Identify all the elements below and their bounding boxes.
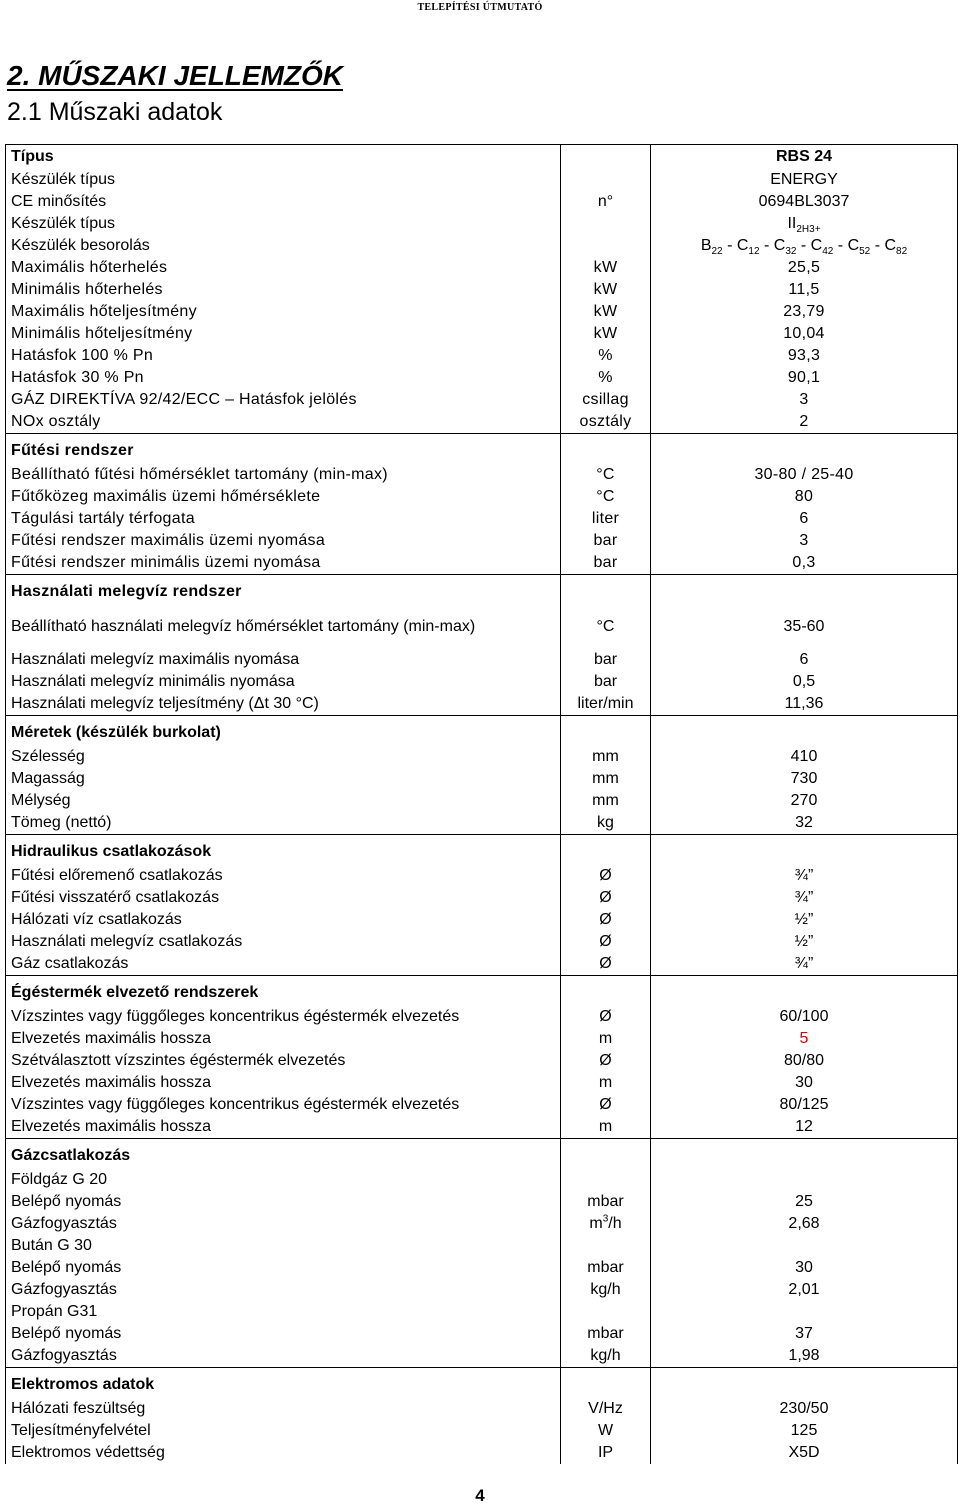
table-row: Magasság mm 730 xyxy=(6,768,958,790)
table-row: Belépő nyomás mbar 30 xyxy=(6,1257,958,1279)
table-row: Hálózati víz csatlakozás Ø ½” xyxy=(6,909,958,931)
table-row: Beállítható használati melegvíz hőmérséklet tartomány (min-max) °C 35-60 xyxy=(6,605,958,649)
table-row: Beállítható fűtési hőmérséklet tartomány (min-max) °C 30-80 / 25-40 xyxy=(6,464,958,486)
section-title: 2.1 Műszaki adatok xyxy=(7,98,223,126)
gas-consumption-unit: $m^3/h$ xyxy=(561,1213,651,1235)
table-row: Elvezetés maximális hossza m 12 xyxy=(6,1116,958,1139)
table-row: Gázfogyasztás kg/h 2,01 xyxy=(6,1279,958,1301)
table-row: NOx osztály osztály 2 xyxy=(6,411,958,434)
table-row: Gáz csatlakozás Ø ¾” xyxy=(6,953,958,976)
table-row: Használati melegvíz csatlakozás Ø ½” xyxy=(6,931,958,953)
table-row: Belépő nyomás mbar 37 xyxy=(6,1323,958,1345)
table-row: Használati melegvíz teljesítmény (Δt 30 °C) liter/min 11,36 xyxy=(6,693,958,716)
table-row: Használati melegvíz maximális nyomása bar 6 xyxy=(6,649,958,671)
table-row: Belépő nyomás mbar 25 xyxy=(6,1191,958,1213)
table-row: Minimális hőterhelés kW 11,5 xyxy=(6,279,958,301)
classification-value: $B_{22} - C_{12} - C_{32} - C_{42} - C_{52} - C_{82}$ xyxy=(651,235,958,257)
table-row: Gázfogyasztás kg/h 1,98 xyxy=(6,1345,958,1368)
section-heading-heating: Fűtési rendszer xyxy=(6,434,958,465)
page-number: 4 xyxy=(475,1486,485,1505)
table-row: Teljesítményfelvétel W 125 xyxy=(6,1420,958,1442)
table-row: Elektromos védettség IP X5D xyxy=(6,1442,958,1464)
table-row: GÁZ DIREKTÍVA 92/42/ECC – Hatásfok jelölés csillag 3 xyxy=(6,389,958,411)
table-row: Maximális hőteljesítmény kW 23,79 xyxy=(6,301,958,323)
section-heading-dhw: Használati melegvíz rendszer xyxy=(6,575,958,606)
section-heading-flue: Égéstermék elvezető rendszerek xyxy=(6,976,958,1007)
type-label: Típus xyxy=(6,145,561,170)
table-row: Készülék besorolás $B_{22} - C_{12} - C_{32} - C_{42} - C_{52} - C_{82}$ xyxy=(6,235,958,257)
table-row: Készülék típus $II_{2H3+}$ xyxy=(6,213,958,235)
table-row: Vízszintes vagy függőleges koncentrikus égéstermék elvezetés Ø 80/125 xyxy=(6,1094,958,1116)
table-row: Fűtési rendszer maximális üzemi nyomása bar 3 xyxy=(6,530,958,552)
table-row: Elvezetés maximális hossza m 30 xyxy=(6,1072,958,1094)
table-row: Gázfogyasztás $m^3/h$ 2,68 xyxy=(6,1213,958,1235)
section-heading-dimensions: Méretek (készülék burkolat) xyxy=(6,716,958,747)
model-name: RBS 24 xyxy=(651,145,958,170)
table-row: Vízszintes vagy függőleges koncentrikus égéstermék elvezetés Ø 60/100 xyxy=(6,1006,958,1028)
running-header: TELEPÍTÉSI ÚTMUTATÓ xyxy=(417,2,543,13)
table-row: Elvezetés maximális hossza m 5 xyxy=(6,1028,958,1050)
table-row: Minimális hőteljesítmény kW 10,04 xyxy=(6,323,958,345)
table-row: Fűtési visszatérő csatlakozás Ø ¾” xyxy=(6,887,958,909)
table-row: Tágulási tartály térfogata liter 6 xyxy=(6,508,958,530)
table-row: Mélység mm 270 xyxy=(6,790,958,812)
highlighted-value: 5 xyxy=(651,1028,958,1050)
table-row: Szétválasztott vízszintes égéstermék elvezetés Ø 80/80 xyxy=(6,1050,958,1072)
table-row: Hatásfok 100 % Pn % 93,3 xyxy=(6,345,958,367)
table-row: Maximális hőterhelés kW 25,5 xyxy=(6,257,958,279)
table-row: Bután G 30 xyxy=(6,1235,958,1257)
table-row: CE minősítés n° 0694BL3037 xyxy=(6,191,958,213)
section-heading-gas: Gázcsatlakozás xyxy=(6,1139,958,1170)
section-heading-hydraulic: Hidraulikus csatlakozások xyxy=(6,835,958,866)
table-row: Tömeg (nettó) kg 32 xyxy=(6,812,958,835)
table-row-type xyxy=(6,145,958,170)
device-category-value: $II_{2H3+}$ xyxy=(651,213,958,235)
technical-data-table xyxy=(5,144,958,1464)
table-row: Szélesség mm 410 xyxy=(6,746,958,768)
chapter-title: 2. MŰSZAKI JELLEMZŐK xyxy=(7,60,344,91)
table-row: Fűtési rendszer minimális üzemi nyomása bar 0,3 xyxy=(6,552,958,575)
table-row: Hatásfok 30 % Pn % 90,1 xyxy=(6,367,958,389)
table-row: Használati melegvíz minimális nyomása bar 0,5 xyxy=(6,671,958,693)
table-row: Fűtőközeg maximális üzemi hőmérséklete °C 80 xyxy=(6,486,958,508)
section-heading-electrical: Elektromos adatok xyxy=(6,1368,958,1399)
table-row: Propán G31 xyxy=(6,1301,958,1323)
table-row: Fűtési előremenő csatlakozás Ø ¾” xyxy=(6,865,958,887)
table-row: Hálózati feszültség V/Hz 230/50 xyxy=(6,1398,958,1420)
table-row: Földgáz G 20 xyxy=(6,1169,958,1191)
table-row: Készülék típus ENERGY xyxy=(6,169,958,191)
